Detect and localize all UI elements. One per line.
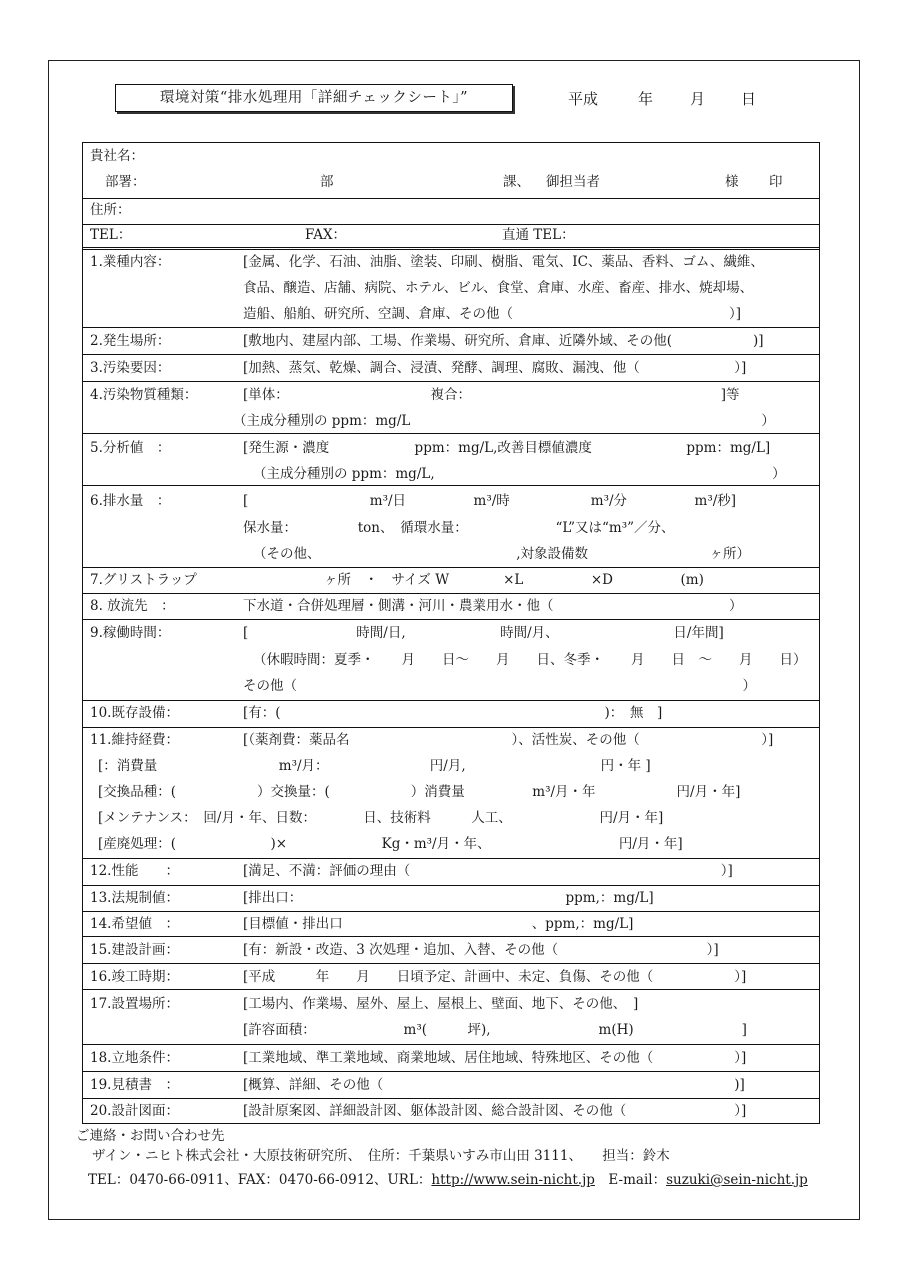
item-label: 12.性能 ：	[90, 863, 179, 879]
item-label: 15.建設計画：	[90, 942, 179, 958]
row-separator	[83, 963, 819, 964]
form-table	[82, 142, 820, 1124]
item-line: [有：新設・改造、3 次処理・追加、入替、その他（ ）]	[243, 942, 719, 958]
date-month: 月	[690, 90, 706, 108]
item-label: 4.汚染物質種類：	[90, 387, 198, 403]
item-line: （その他、 ,対象設備数 ヶ所）	[253, 546, 751, 562]
bu-label: 部	[320, 174, 334, 190]
row-separator	[83, 858, 819, 859]
row-separator	[83, 1098, 819, 1099]
row-separator	[83, 700, 819, 701]
email-link[interactable]: suzuki@sein-nicht.jp	[666, 1172, 808, 1188]
item-line: （主成分種別の ppm：mg/L, ）	[253, 466, 786, 482]
item-line: 食品、醸造、店舗、病院、ホテル、ビル、食堂、倉庫、水産、畜産、排水、焼却場、	[243, 280, 754, 296]
fax-label: FAX：	[305, 227, 347, 243]
tel-label: TEL：	[90, 227, 132, 243]
item-label: 20.設計図面：	[90, 1103, 179, 1119]
item-line: [ m³/日 m³/時 m³/分 m³/秒]	[243, 493, 737, 509]
row-separator	[83, 911, 819, 912]
item-label: 5.分析値 ：	[90, 440, 171, 456]
item-label: 19.見積書 ：	[90, 1077, 179, 1093]
item-line: [（薬剤費：薬品名 ）、活性炭、その他（ ）]	[243, 732, 774, 748]
item-line: ヶ所 ・ サイズ W ×L ×D (m)	[243, 572, 704, 588]
row-separator	[83, 989, 819, 990]
item-line: [発生源・濃度 ppm：mg/L,改善目標値濃度 ppm：mg/L]	[243, 440, 771, 456]
item-line: 造船、船舶、研究所、空調、倉庫、その他（ ）]	[243, 306, 742, 322]
item-line: [金属、化学、石油、油脂、塗装、印刷、樹脂、電気、IC、薬品、香料、ゴム、繊維、	[243, 254, 764, 270]
item-label: 10.既存設備：	[90, 705, 179, 721]
row-separator	[83, 381, 819, 382]
row-separator	[83, 619, 819, 620]
item-line: その他（ ）	[243, 678, 756, 694]
item-line: [工業地域、準工業地域、商業地域、居住地域、特殊地区、その他（ ）]	[243, 1050, 747, 1066]
item-label: 16.竣工時期：	[90, 969, 179, 985]
item-label: 6.排水量 ：	[90, 493, 171, 509]
item-label: 13.法規制値：	[90, 890, 179, 906]
date-year: 年	[638, 90, 654, 108]
row-separator	[83, 593, 819, 594]
item-line: （主成分種別の ppm：mg/L ）	[233, 413, 775, 429]
item-line: [許容面積： m³( 坪), m(H) ]	[243, 1022, 747, 1038]
item-line: [設計原案図、詳細設計図、躯体設計図、総合設計図、その他（ ）]	[243, 1103, 747, 1119]
item-line: [工場内、作業場、屋外、屋上、屋根上、壁面、地下、その他、 ]	[243, 996, 639, 1012]
item-label: 9.稼働時間：	[90, 625, 171, 641]
item-line: （休暇時間：夏季・ 月 日～ 月 日、冬季・ 月 日 ～ 月 日）	[253, 652, 807, 668]
item-label: 1.業種内容：	[90, 254, 171, 270]
row-separator	[83, 727, 819, 728]
item-line: [産廃処理：( )× Kg・m³/月・年、 円/月・年]	[98, 836, 683, 852]
website-link[interactable]: http://www.sein-nicht.jp	[431, 1172, 595, 1188]
item-label: 14.希望値 ：	[90, 916, 179, 932]
contact-heading: ご連絡・お問い合わせ先	[76, 1128, 225, 1144]
item-line: [有：( )： 無 ]	[243, 705, 663, 721]
item-line: 保水量： ton、 循環水量： “L”又は“m³”／分、	[243, 520, 675, 536]
row-separator	[83, 567, 819, 568]
item-line: [メンテナンス： 回/月・年、日数： 日、技術料 人工、 円/月・年]	[98, 810, 664, 826]
row-separator	[83, 327, 819, 328]
company-label: 貴社名：	[90, 148, 144, 164]
item-line: [加熱、蒸気、乾燥、調合、浸漬、発酵、調理、腐敗、漏洩、他（ ）]	[243, 360, 747, 376]
item-line: 下水道・合併処理層・側溝・河川・農業用水・他（ ）	[243, 598, 743, 614]
department-label: 部署：	[105, 174, 146, 190]
item-line: [目標値・排出口 、ppm,：mg/L]	[243, 916, 634, 932]
contact-company: ザイン・ニヒト株式会社・大原技術研究所、 住所：千葉県いすみ市山田 3111、 担当：鈴木	[92, 1148, 670, 1164]
tel-fax-text: TEL：0470-66-0911、FAX：0470-66-0912、URL：	[88, 1172, 432, 1188]
item-label: 8. 放流先 ：	[90, 598, 175, 614]
item-line: [交換品種：( ）交換量：( ）消費量 m³/月・年 円/月・年]	[98, 784, 741, 800]
item-label: 3.汚染要因：	[90, 360, 171, 376]
item-line: [単体： 複合： ]等	[243, 387, 740, 403]
item-label: 17.設置場所：	[90, 996, 179, 1012]
contact-lines	[88, 1170, 808, 1190]
item-line: [：消費量 m³/月： 円/月, 円・年 ]	[98, 758, 651, 774]
row-separator	[83, 354, 819, 355]
date-day: 日	[741, 90, 757, 108]
seal-label: 印	[769, 174, 783, 190]
address-label: 住所：	[90, 202, 131, 218]
item-line: [ 時間/日, 時間/月、 日/年間]	[243, 625, 724, 641]
ka-label: 課、	[503, 174, 530, 190]
item-label: 18.立地条件：	[90, 1050, 179, 1066]
row-separator	[83, 247, 819, 250]
item-line: [満足、不満：評価の理由（ ）]	[243, 863, 733, 879]
contact-label: 御担当者	[546, 174, 600, 190]
row-separator	[83, 485, 819, 486]
sama-label: 様	[725, 174, 739, 190]
item-label: 2.発生場所：	[90, 333, 171, 349]
item-line: [概算、詳細、その他（ )]	[243, 1077, 745, 1093]
row-separator	[83, 198, 819, 199]
row-separator	[83, 1071, 819, 1072]
row-separator	[83, 433, 819, 434]
date-era: 平成	[568, 90, 599, 108]
row-separator	[83, 224, 819, 225]
row-separator	[83, 936, 819, 937]
item-line: [平成 年 月 日頃予定、計画中、未定、負傷、その他（ ）]	[243, 969, 747, 985]
row-separator	[83, 885, 819, 886]
email-label: E-mail：	[608, 1172, 667, 1188]
item-label: 11.維持経費：	[90, 732, 179, 748]
row-separator	[83, 1044, 819, 1045]
item-line: [敷地内、建屋内部、工場、作業場、研究所、倉庫、近隣外域、その他( )]	[243, 333, 764, 349]
item-line: [排出口： ppm,：mg/L]	[243, 890, 654, 906]
sheet-title: 環境対策“排水処理用「詳細チェックシート」”	[115, 84, 513, 112]
item-label: 7.グリストラップ	[90, 572, 197, 588]
direct-tel-label: 直通 TEL：	[502, 227, 575, 243]
